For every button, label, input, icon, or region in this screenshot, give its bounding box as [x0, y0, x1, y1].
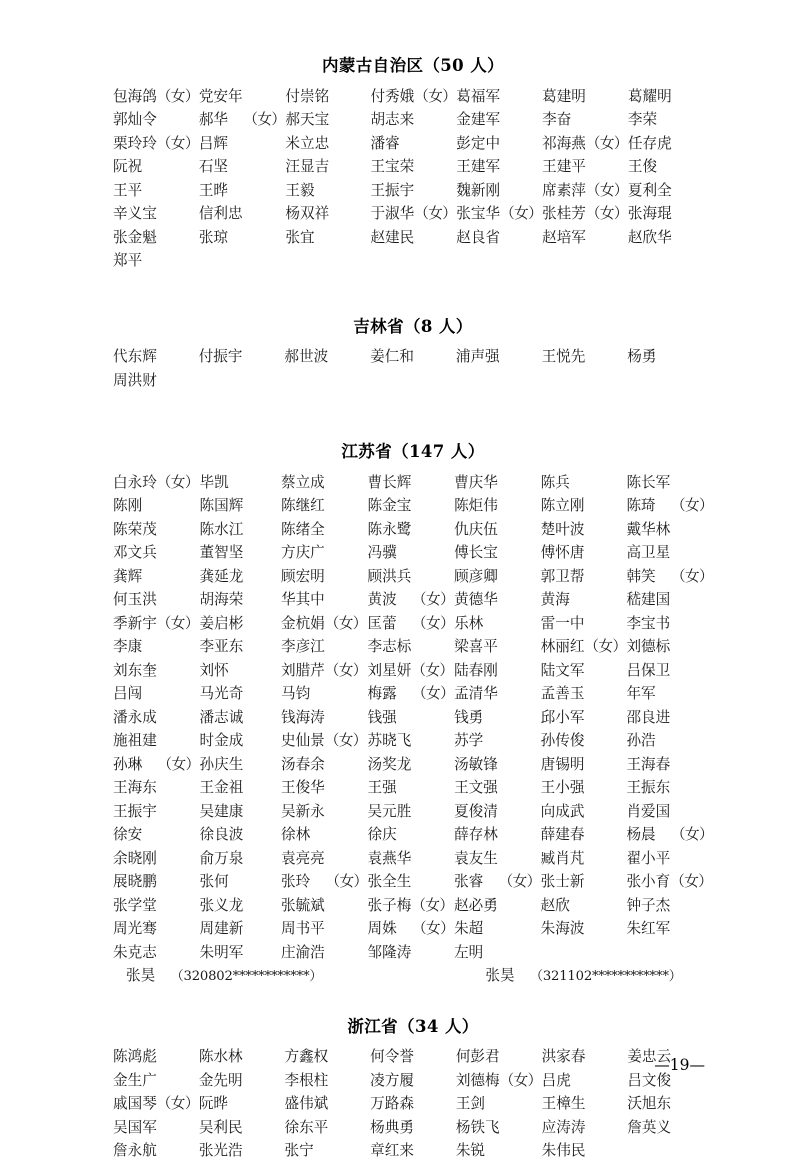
- name-entry: 潘永成: [113, 708, 157, 726]
- name-entry: 乐林: [454, 614, 484, 632]
- name-entry: 张宁: [284, 1142, 314, 1159]
- name-entry: 郝世波: [284, 348, 329, 365]
- name-entry: 钱海涛: [280, 708, 325, 726]
- gender-marker: （女）: [324, 614, 367, 632]
- name-entry: 阮晔: [198, 1095, 229, 1112]
- name-entry: 袁燕华: [367, 849, 412, 867]
- name-entry: 梅露 （女）: [367, 685, 455, 702]
- name-entry: 葛福军: [456, 87, 501, 105]
- name-entry: 阮祝: [113, 158, 143, 175]
- name-entry: 郭卫帮: [540, 567, 585, 585]
- name-entry: 魏新刚: [456, 181, 501, 199]
- name-entry: 孟善玉: [540, 685, 585, 702]
- name-entry: 唐锡明: [540, 755, 585, 773]
- name-entry: 辛义宝: [113, 205, 157, 222]
- name-entry: 金先明: [198, 1071, 243, 1089]
- name-entry: 詹英义: [627, 1118, 672, 1136]
- name-entry: 张士新: [540, 873, 585, 890]
- name-entry: 张玲 （女）: [280, 873, 368, 890]
- gender-marker: （女）: [584, 638, 627, 655]
- name-entry: 朱克志: [113, 943, 157, 961]
- name-entry: 徐安: [113, 826, 143, 843]
- name-entry: 何令誉: [370, 1048, 414, 1065]
- name-entry: 金建军: [456, 111, 501, 128]
- name-entry: 刘星妍（女）: [367, 661, 454, 679]
- name-entry: 王振东: [626, 779, 671, 796]
- name-entry: 陈绪全: [280, 520, 325, 538]
- name-entry: 栗玲玲（女）: [113, 134, 199, 152]
- name-entry: 王晔: [198, 181, 229, 199]
- name-entry: 汪显吉: [285, 158, 330, 175]
- name-entry: 吴建康: [199, 802, 244, 820]
- name-entry: 浦声强: [455, 348, 500, 365]
- name-entry: 张海琨: [627, 205, 672, 222]
- name-entry: 张义龙: [199, 896, 244, 914]
- name-entry: 郝华 （女）: [198, 111, 286, 128]
- name-entry: 张学堂: [113, 896, 157, 914]
- gender-marker: （女）: [157, 755, 200, 773]
- name-entry: 张全生: [367, 873, 412, 890]
- name-entry: 信利忠: [198, 205, 243, 222]
- name-entry: 徐东平: [284, 1118, 329, 1136]
- name-entry: 凌方履: [370, 1071, 414, 1089]
- name-entry: 王宝荣: [370, 158, 415, 175]
- name-entry: 蔡立成: [280, 473, 325, 491]
- name-entry: 钱强: [367, 708, 397, 726]
- gender-marker: （女）: [670, 497, 713, 514]
- name-entry: 潘睿: [370, 134, 400, 152]
- name-entry: 仇庆伍: [454, 520, 498, 538]
- name-entry: 陈永鹭: [367, 520, 412, 538]
- name-entry: 孙浩: [626, 732, 656, 749]
- name-entry: 彭定中: [456, 134, 501, 152]
- name-entry: 李亚东: [199, 638, 244, 655]
- name-entry: 嵇建国: [626, 591, 671, 608]
- page-content: [113, 58, 713, 1163]
- name-entry: 钟子杰: [626, 896, 671, 914]
- name-entry: 汤敏锋: [454, 755, 498, 773]
- name-entry: 章红来: [370, 1142, 414, 1159]
- name-entry: 祁海燕（女）: [542, 134, 628, 152]
- section-zhejiang: [113, 1016, 713, 1163]
- name-entry: 邵良进: [626, 708, 671, 726]
- gender-marker: （女）: [156, 473, 199, 491]
- name-entry: 余晓刚: [113, 849, 157, 867]
- name-entry: 戴华林: [626, 520, 671, 538]
- name-entry: 周洪财: [113, 371, 157, 389]
- gender-marker: （女）: [156, 614, 199, 632]
- name-entry: 詹永航: [113, 1142, 157, 1159]
- section-title: 吉林省（8 人）: [353, 316, 473, 336]
- name-entry: 张光浩: [198, 1142, 243, 1159]
- gender-marker: （女）: [414, 87, 457, 105]
- name-entry: 时金成: [199, 732, 244, 749]
- name-entry: 朱锐: [455, 1142, 486, 1159]
- name-entry: 杨勇: [627, 348, 657, 365]
- name-entry: 曹庆华: [454, 473, 498, 491]
- name-entry: 张宜: [285, 228, 315, 246]
- name-entry: 李奋: [542, 111, 572, 128]
- name-entry: 陈长军: [626, 473, 671, 491]
- name-entry: 吕保卫: [626, 661, 671, 679]
- name-entry: 黄波 （女）: [367, 591, 455, 608]
- name-entry: 朱超: [454, 920, 484, 937]
- name-entry: 陆春刚: [454, 661, 498, 679]
- name-entry: 包海鸽（女）: [113, 87, 199, 105]
- name-entry: 曹长辉: [367, 473, 412, 491]
- name-entry: 白永玲（女）: [113, 473, 199, 491]
- name-entry: 左明: [454, 943, 484, 961]
- gender-marker: （女）: [411, 661, 454, 679]
- name-entry: 李荣: [627, 111, 658, 128]
- name-entry: 王海东: [113, 779, 157, 796]
- name-entry: 孙传俊: [540, 732, 585, 749]
- name-entry: 苏晓飞: [367, 732, 412, 749]
- name-entry: 李康: [113, 638, 143, 655]
- name-entry: 汤春余: [280, 755, 325, 773]
- gender-marker: （女）: [585, 205, 628, 222]
- name-entry: 姜启彬: [199, 614, 244, 632]
- name-entry: 朱明军: [199, 943, 244, 961]
- name-entry: 施祖建: [113, 732, 157, 749]
- name-entry: 翟小平: [626, 849, 671, 867]
- gender-marker: （女）: [243, 111, 286, 128]
- name-entry: 李根柱: [284, 1071, 329, 1089]
- name-entry: 韩笑 （女）: [626, 567, 713, 585]
- gender-marker: （女）: [412, 920, 455, 937]
- name-entry: 刘德标: [626, 638, 671, 655]
- name-entry: 于淑华（女）: [370, 205, 457, 222]
- name-entry: 杨典勇: [370, 1118, 414, 1136]
- name-entry: 赵欣: [540, 896, 570, 914]
- name-entry: 葛建明: [542, 87, 586, 105]
- name-entry: 米立忠: [285, 134, 330, 152]
- name-entry: 刘腊芹（女）: [280, 661, 367, 679]
- name-entry: 戚国琴（女）: [113, 1095, 199, 1112]
- name-entry: 董智坚: [199, 544, 244, 561]
- name-entry: 吴国军: [113, 1118, 157, 1136]
- name-entry: 周书平: [280, 920, 325, 937]
- name-entry: 王毅: [285, 181, 315, 199]
- gender-marker: （女）: [670, 826, 713, 843]
- name-entry: 徐良波: [199, 826, 244, 843]
- name-entry: 陈炬伟: [454, 497, 498, 514]
- name-entry: 周建新: [199, 920, 244, 937]
- name-entry: 陈继红: [280, 497, 325, 514]
- name-entry: 方庆广: [280, 544, 325, 561]
- name-entry: 张睿 （女）: [454, 873, 541, 890]
- name-entry: 陈兵: [540, 473, 570, 491]
- gender-marker: （女）: [156, 1095, 199, 1112]
- name-entry: 赵培军: [542, 228, 586, 246]
- section-spacer: [113, 392, 713, 444]
- name-entry: 汤奖龙: [367, 755, 412, 773]
- gender-marker: （女）: [412, 591, 455, 608]
- name-entry: 马光奇: [199, 685, 244, 702]
- name-entry: 高卫星: [626, 544, 671, 561]
- name-entry: 吕虎: [541, 1071, 571, 1089]
- name-entry: 陈水林: [198, 1048, 243, 1065]
- name-entry: 付秀娥（女）: [370, 87, 457, 105]
- name-entry: 黄德华: [454, 591, 498, 608]
- name-entry: 吕闯: [113, 685, 143, 702]
- name-entry: 刘德梅（女）: [455, 1071, 542, 1089]
- name-entry: 季新宇（女）: [113, 614, 199, 632]
- name-entry: 盛伟斌: [284, 1095, 329, 1112]
- name-entry: 傅怀唐: [540, 544, 585, 561]
- name-entry: 王平: [113, 181, 143, 199]
- name-entry: 匡蕾 （女）: [367, 614, 455, 632]
- name-entry: 俞万泉: [199, 849, 244, 867]
- name-entry: 顾宏明: [280, 567, 325, 585]
- name-grid-zhejiang: [113, 1045, 713, 1163]
- gender-marker: （女）: [500, 205, 543, 222]
- name-entry: 孙庆生: [199, 755, 244, 773]
- name-entry: 张子梅（女）: [367, 896, 454, 914]
- name-entry: 薛存林: [454, 826, 498, 843]
- name-entry: 孟清华: [454, 685, 498, 702]
- name-entry: 洪家春: [541, 1048, 586, 1065]
- name-entry: 杨晨 （女）: [626, 826, 713, 843]
- name-entry: 史仙景（女）: [280, 732, 367, 749]
- name-entry: 赵欣华: [627, 228, 672, 246]
- name-entry: 薛建春: [540, 826, 585, 843]
- name-entry: 张小育（女）: [626, 873, 713, 890]
- name-entry: 邓文兵: [113, 544, 157, 561]
- name-entry: 邹隆涛: [367, 943, 412, 961]
- name-entry: 王悦先: [541, 348, 586, 365]
- name-entry: 陈立刚: [540, 497, 585, 514]
- gender-marker: （女）: [499, 1071, 542, 1089]
- gender-marker: （女）: [325, 873, 368, 890]
- name-entry: 杨双祥: [285, 205, 330, 222]
- name-entry: 华其中: [280, 591, 325, 608]
- name-entry: 王振宇: [113, 802, 157, 820]
- name-entry: 代东辉: [113, 348, 157, 365]
- name-entry: 王樟生: [541, 1095, 586, 1112]
- name-entry: 马钧: [280, 685, 311, 702]
- name-grid-jiangsu: [113, 471, 713, 965]
- name-entry: 方鑫权: [284, 1048, 329, 1065]
- section-title: 江苏省（147 人）: [341, 442, 485, 461]
- name-entry: 徐庆: [367, 826, 397, 843]
- name-entry: 庄渝浩: [280, 943, 325, 961]
- name-entry: 刘怀: [199, 661, 229, 679]
- section-jiangsu: [113, 444, 713, 989]
- name-entry: 葛耀明: [627, 87, 672, 105]
- gender-marker: （女）: [670, 873, 713, 890]
- name-entry: 毕凯: [199, 473, 229, 491]
- name-entry: 张琼: [198, 228, 229, 246]
- name-entry: 潘志诚: [199, 708, 244, 726]
- gender-marker: （女）: [412, 614, 455, 632]
- name-entry: 孙琳 （女）: [113, 755, 200, 773]
- name-entry: 郝天宝: [285, 111, 330, 128]
- name-entry: 陈水江: [199, 520, 244, 538]
- section-title: 浙江省（34 人）: [347, 1016, 479, 1036]
- name-entry: 林丽红（女）: [540, 638, 627, 655]
- page-number: —19—: [654, 1056, 705, 1074]
- name-entry: 苏学: [454, 732, 484, 749]
- name-entry: 姜仁和: [370, 348, 414, 365]
- name-entry: 李宝书: [626, 614, 671, 632]
- name-entry: 夏利全: [627, 181, 672, 199]
- name-entry: 吕辉: [198, 134, 229, 152]
- name-entry: 梁喜平: [454, 638, 498, 655]
- name-entry: 臧肖芃: [540, 849, 585, 867]
- gender-marker: （女）: [156, 87, 199, 105]
- name-entry: 王金祖: [199, 779, 244, 796]
- name-entry: 何彭君: [455, 1048, 500, 1065]
- name-entry: 席素萍（女）: [542, 181, 628, 199]
- name-entry: 刘东奎: [113, 661, 157, 679]
- name-entry: 雷一中: [540, 614, 585, 632]
- name-entry: 张桂芳（女）: [542, 205, 628, 222]
- name-entry: 吴利民: [198, 1118, 243, 1136]
- name-grid-inner-mongolia: [113, 85, 713, 273]
- name-entry: 胡志来: [370, 111, 415, 128]
- gender-marker: （女）: [324, 732, 367, 749]
- name-entry: 陈琦 （女）: [626, 497, 713, 514]
- name-entry: 王建平: [542, 158, 586, 175]
- section-jilin: [113, 316, 713, 393]
- name-entry: 张毓斌: [280, 896, 325, 914]
- name-entry: 吴元胜: [367, 802, 412, 820]
- name-entry: 李志标: [367, 638, 412, 655]
- name-entry: 张宝华（女）: [456, 205, 543, 222]
- name-entry: 周姝 （女）: [367, 920, 455, 937]
- name-entry: 陈国辉: [199, 497, 244, 514]
- name-entry: 金杭娟（女）: [280, 614, 367, 632]
- name-entry: 郭灿令: [113, 111, 157, 128]
- name-entry: 沃旭东: [627, 1095, 672, 1112]
- name-entry: 傅长宝: [454, 544, 498, 561]
- name-entry: 王俊华: [280, 779, 325, 796]
- name-entry: 郑平: [113, 252, 143, 269]
- name-entry: 陈金宝: [367, 497, 412, 514]
- name-entry: 龚辉: [113, 567, 143, 585]
- gender-marker: （女）: [411, 896, 454, 914]
- name-entry: 付崇铭: [285, 87, 330, 105]
- name-entry: 陈荣茂: [113, 520, 157, 538]
- name-entry: 万路森: [370, 1095, 414, 1112]
- name-entry: 陈鸿彪: [113, 1048, 157, 1065]
- name-entry: 何玉洪: [113, 591, 157, 608]
- name-entry: 杨铁飞: [455, 1118, 500, 1136]
- name-entry: 赵建民: [370, 228, 415, 246]
- name-entry: 冯骥: [367, 544, 397, 561]
- name-entry: 王海春: [626, 755, 671, 773]
- gender-marker: （女）: [412, 685, 455, 702]
- name-entry: 付振宇: [198, 348, 243, 365]
- name-entry: 张金魁: [113, 228, 157, 246]
- name-entry: 李彦江: [280, 638, 325, 655]
- name-entry: 陆文军: [540, 661, 585, 679]
- name-entry: 肖爱国: [626, 802, 671, 820]
- name-entry: 徐林: [280, 826, 311, 843]
- name-entry: 王俊: [627, 158, 658, 175]
- name-entry: 党安年: [198, 87, 243, 105]
- special-rows-jiangsu: [113, 964, 713, 989]
- name-entry: 任存虎: [627, 134, 672, 152]
- name-entry: 顾彦卿: [454, 567, 498, 585]
- gender-marker: （女）: [585, 134, 628, 152]
- name-entry: 赵良省: [456, 228, 501, 246]
- name-entry: 年军: [626, 685, 656, 702]
- name-entry: 周光骞: [113, 920, 157, 937]
- name-entry: 顾洪兵: [367, 567, 412, 585]
- section-spacer: [113, 989, 713, 1019]
- section-title: 内蒙古自治区（50 人）: [321, 56, 504, 75]
- name-entry: 夏俊清: [454, 802, 498, 820]
- name-entry: 石坚: [198, 158, 229, 175]
- section-inner-mongolia: [113, 58, 713, 273]
- name-entry: 王小强: [540, 779, 585, 796]
- name-entry: 楚叶波: [540, 520, 585, 538]
- name-entry: 黄海: [540, 591, 570, 608]
- name-entry: 王文强: [454, 779, 498, 796]
- gender-marker: （女）: [156, 134, 199, 152]
- name-entry: 朱红军: [626, 920, 671, 937]
- name-entry: 龚延龙: [199, 567, 244, 585]
- special-name-entry: 张昊 （321102************）: [485, 967, 682, 984]
- name-entry: 吕文俊: [627, 1071, 672, 1089]
- name-entry: 袁友生: [454, 849, 498, 867]
- name-entry: 王建军: [456, 158, 501, 175]
- name-entry: 金生广: [113, 1071, 157, 1089]
- gender-marker: （女）: [670, 567, 713, 585]
- name-entry: 赵必勇: [454, 896, 498, 914]
- name-entry: 展晓鹏: [113, 873, 157, 890]
- name-entry: 向成武: [540, 802, 585, 820]
- gender-marker: （女）: [498, 873, 541, 890]
- name-entry: 王强: [367, 779, 397, 796]
- special-name-entry: 张昊 （320802************）: [126, 967, 323, 984]
- name-entry: 应涛涛: [541, 1118, 586, 1136]
- name-entry: 张何: [199, 873, 229, 890]
- name-entry: 邱小军: [540, 708, 585, 726]
- name-entry: 姜忠云: [627, 1048, 672, 1065]
- gender-marker: （女）: [585, 181, 628, 199]
- name-entry: 吴新永: [280, 802, 325, 820]
- name-grid-jilin: [113, 345, 713, 392]
- name-entry: 王剑: [455, 1095, 486, 1112]
- name-entry: 朱伟民: [541, 1142, 586, 1159]
- name-entry: 陈刚: [113, 497, 143, 514]
- special-name-row: [113, 964, 713, 989]
- gender-marker: （女）: [414, 205, 457, 222]
- name-entry: 王振宇: [370, 181, 415, 199]
- name-entry: 朱海波: [540, 920, 585, 937]
- name-entry: 袁亮亮: [280, 849, 325, 867]
- gender-marker: （女）: [324, 661, 367, 679]
- section-spacer: [113, 273, 713, 319]
- name-entry: 胡海荣: [199, 591, 244, 608]
- name-entry: 钱勇: [454, 708, 484, 726]
